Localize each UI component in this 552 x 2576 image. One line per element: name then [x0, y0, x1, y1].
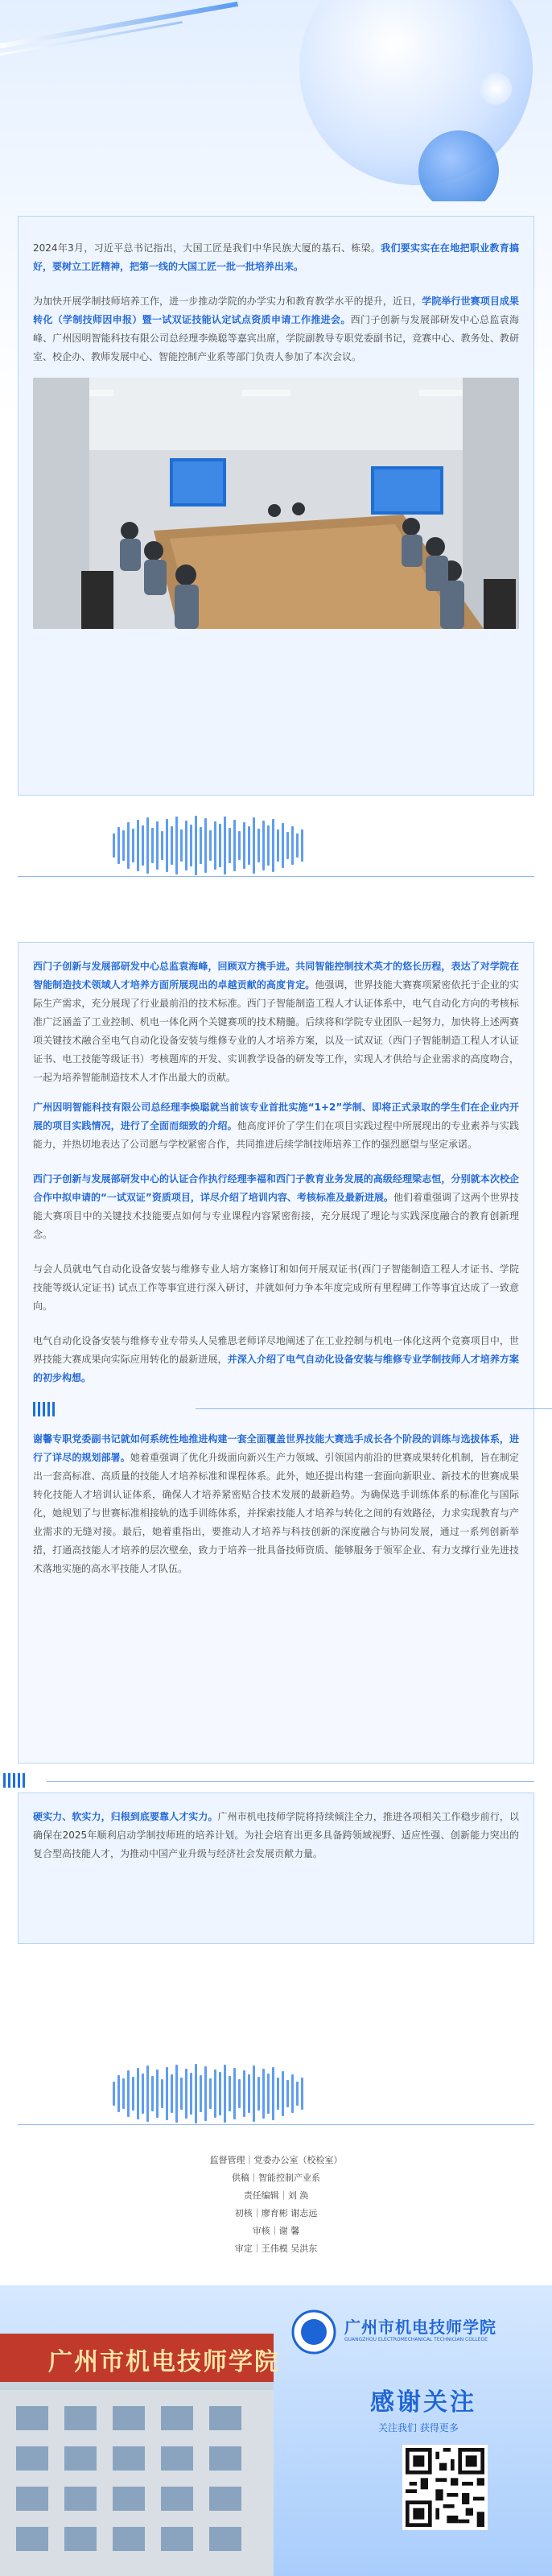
certification-paragraph: 西门子创新与发展部研发中心的认证合作执行经理李福和西门子教育业务发展的高级经理梁志恒，分别就本次校企合作中拟申请的“一试双证”资质项目，详尽介绍了培训内容、考核标准及最新进展。他们着重强调了这两个世界技能大赛项目中的关键技术技能要点如何与专业课程内容紧密衔接，充分展现了理论与实践深度融合的教育创新理念。 [33, 1173, 519, 1240]
divider-line [18, 876, 534, 877]
building-sign: 广州市机电技师学院 [48, 2348, 280, 2376]
school-name-en: GUANGZHOU ELECTROMECHANICAL TECHNICIAN COLLEGE [344, 2337, 488, 2342]
qr-code-icon [406, 2448, 484, 2527]
closing-paragraph: 硬实力、软实力，归根到底要靠人才实力。广州市机电技师学院将持续倾注全力，推进各项相关工作稳步前行，以确保在2025年顺利启动学制技师班的培养计划。为社会培育出更多具备跨领域视野、适应性强、创新能力突出的复合型高技能人才，为推动中国产业升级与经济社会发展贡献力量。 [33, 1811, 519, 1859]
closing-marker-line [47, 1781, 534, 1782]
school-logo [293, 2311, 335, 2353]
closing-marker [3, 1773, 25, 1788]
school-name: 广州市机电技师学院 [344, 2318, 496, 2337]
party-secretary-paragraph: 谢馨专职党委副书记就如何系统性地推进构建一套全面覆盖世界技能大赛选手成长各个阶段的训练与选拔体系，进行了详尽的规划部署。她着重强调了优化升级面向新兴生产力领域、引领国内前沿的世赛成果转化机制，旨在制定出一套高标准、高质量的技能人才培养标准和课程体系。此外，她还提出构建一套面向新职业、新技术的世赛成果转化技能人才培训认证体系，确保人才培养紧密贴合技术发展的最新趋势。为确保选手训练体系的标准化与国际化，她规划了与世赛标准相接轨的选手训练体系，并探索技能人才培养与转化之间的有效路径，力求实现教育与产业需求的无缝对接。最后，她着重指出，要推动人才培养与科技创新的深度融合与协同发展，通过一系列创新举措，打通高技能人才培养的层次壁垒，致力于培养一批具备技师资质、能够服务于领军企业、有力支撑行业先进技术落地实施的高水平技能人才队伍。 [33, 1433, 519, 1574]
intro-card [18, 216, 534, 796]
decorative-waveform [113, 813, 303, 878]
siemens-director-paragraph: 西门子创新与发展部研发中心总监袁海峰，回顾双方携手进。共同智能控制技术英才的悠长历程，表达了对学院在智能制造技术领域人才培养方面所展现出的卓越贡献的高度肯定。他强调，世界技能大赛赛项紧密依托于企业的实际生产需求，充分展现了行业最前沿的技术标准。西门子智能制造工程人才认证体系中，电气自动化方向的考核标准广泛涵盖了工业控制、机电一体化两个关键赛项的技术精髓。后续将和学院专业团队一起努力，加快将上述两赛项关键技术融合至电气自动化设备安装与维修专业的人才培养方案，以及一试双证（西门子智能制造工程人才认证证书、电工技能等级证书）考核题库的开发、实训教学设备的研发等工作，实现人才供给与企业需求的高度吻合，一起为培养智能制造技术人才作出最大的贡献。 [33, 961, 519, 1083]
divider-line-2 [18, 2124, 534, 2125]
credit-review: 审核｜谢 馨 [252, 2226, 300, 2236]
qr-code[interactable] [402, 2445, 488, 2530]
thanks-title: 感谢关注 [370, 2388, 476, 2417]
intro-paragraph-1: 2024年3月，习近平总书记指出，大国工匠是我们中华民族大厦的基石、栋梁。我们要实实在在地把职业教育搞好，要树立工匠精神，把第一线的大国工匠一批一批培养出来。 [33, 242, 519, 272]
decorative-waveform-2 [113, 2061, 303, 2126]
intro-paragraph-2: 为加快开展学制技师培养工作，进一步推动学院的办学实力和教育教学水平的提升，近日，学院举行世赛项目成果转化（学制技师因申报）暨一试双证技能认定试点资质申请工作推进会。西门子创新与发展部研发中心总监袁海峰、广州因明智能科技有限公司总经理李焕聪等嘉宾出席，学院副教导专职党委副书记，竞赛中心、教务处、教研室、校企办、教师发展中心、智能控制产业系等部门负责人参加了本次会议。 [33, 296, 519, 362]
credit-editor: 责任编辑｜刘 涣 [243, 2190, 309, 2201]
credit-contributor: 供稿｜智能控制产业系 [232, 2173, 320, 2183]
credit-supervision: 监督管理｜党委办公室（校检室） [209, 2155, 343, 2165]
credits [0, 2152, 552, 2258]
discussion-card [18, 942, 534, 1764]
meeting-photo [33, 378, 519, 629]
section-marker [33, 1402, 519, 1416]
major-leader-paragraph: 电气自动化设备安装与维修专业专带头人吴雅思老师详尽地阐述了在工业控制与机电一体化这两个竞赛项目中，世界技能大赛成果向实际应用转化的最新进展，并深入介绍了电气自动化设备安装与维修专业学制技师人才培养方案的初步构想。 [33, 1335, 519, 1383]
discussion-paragraph: 与会人员就电气自动化设备安装与维修专业人培方案修订和如何开展双证书(西门子智能制造工程人才证书、学院技能等级认定证书) 试点工作等事宜进行深入研讨，并就如何力争本年度完成所有里程碑工作等事宜达成了一致意向。 [33, 1263, 519, 1312]
meeting-room-illustration [33, 378, 519, 629]
footer-banner [0, 2285, 552, 2576]
closing-card [18, 1792, 534, 1944]
section-marker-line [196, 1408, 552, 1409]
yinming-manager-paragraph: 广州因明智能科技有限公司总经理李焕聪就当前该专业首批实施“1+2”学制、即将正式录取的学生们在企业内开展的项目实践情况，进行了全面而细致的介绍。他高度评价了学生们在项目实践过程中所展现出的专业素养与实践能力，并热切地表达了公司愿与学校紧密合作，共同推进后续学制技师培养工作的强烈愿望与坚定承诺。 [33, 1102, 519, 1150]
follow-slogan: 关注我们 获得更多 [378, 2422, 459, 2433]
credit-approval: 审定｜王伟模 吴洪东 [234, 2243, 318, 2254]
header-decoration [0, 0, 552, 201]
credit-first-review: 初核｜廖育彬 谢志远 [234, 2208, 318, 2218]
